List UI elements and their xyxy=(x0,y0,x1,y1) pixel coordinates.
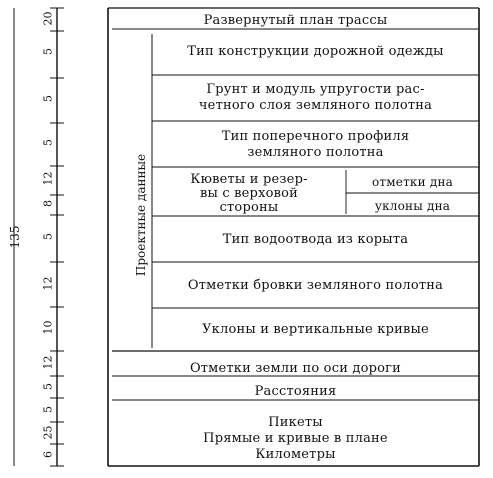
size-label-profile: 5 xyxy=(41,139,55,146)
row-pickets-line1: Пикеты xyxy=(268,415,323,430)
row-soil-line1: Грунт и модуль упругости рас- xyxy=(206,82,425,97)
size-label-edge-marks: 12 xyxy=(41,276,55,291)
row-edge-marks: Отметки бровки земляного полотна xyxy=(187,278,444,293)
row-ditch-bottom-marks: отметки дна xyxy=(372,175,453,189)
row-ground-marks: Отметки земли по оси дороги xyxy=(189,361,402,376)
size-label-soil: 5 xyxy=(41,95,55,102)
total-height-label: 135 xyxy=(8,225,22,249)
size-label-slopes: 10 xyxy=(41,320,55,335)
row-ditch-bottom-slopes: уклоны дна xyxy=(374,199,451,213)
row-plan: Развернутый план трассы xyxy=(203,13,388,28)
row-profile-line1: Тип поперечного профиля xyxy=(221,129,410,144)
row-soil-line2: четного слоя земляного полотна xyxy=(198,98,433,113)
row-distances: Расстояния xyxy=(254,384,337,399)
row-slopes: Уклоны и вертикальные кривые xyxy=(202,322,429,337)
size-label-ground-marks: 12 xyxy=(41,355,55,370)
size-label-pavement: 5 xyxy=(41,48,55,55)
size-label-ditch-slopes: 8 xyxy=(41,200,55,207)
row-drainage: Тип водоотвода из корыта xyxy=(222,232,409,247)
row-pickets-line3: Километры xyxy=(255,447,336,462)
group-label-project-data: Проектные данные xyxy=(134,153,148,277)
row-ditch-line3: стороны xyxy=(219,200,279,215)
row-pickets-line2: Прямые и кривые в плане xyxy=(203,431,388,446)
row-ditch-line2: вы с верховой xyxy=(199,186,299,201)
size-label-pickets-c: 6 xyxy=(41,451,55,458)
size-label-pickets-a: 5 xyxy=(41,406,55,413)
size-label-plan: 20 xyxy=(41,11,55,26)
size-label-pickets-b: 25 xyxy=(41,425,55,440)
size-label-ditch-marks: 12 xyxy=(41,171,55,186)
row-profile-line2: земляного полотна xyxy=(247,145,384,160)
size-label-drainage: 5 xyxy=(41,233,55,240)
row-pavement: Тип конструкции дорожной одежды xyxy=(187,44,444,59)
row-ditch-line1: Кюветы и резер- xyxy=(190,172,308,187)
size-label-distances: 5 xyxy=(41,383,55,390)
